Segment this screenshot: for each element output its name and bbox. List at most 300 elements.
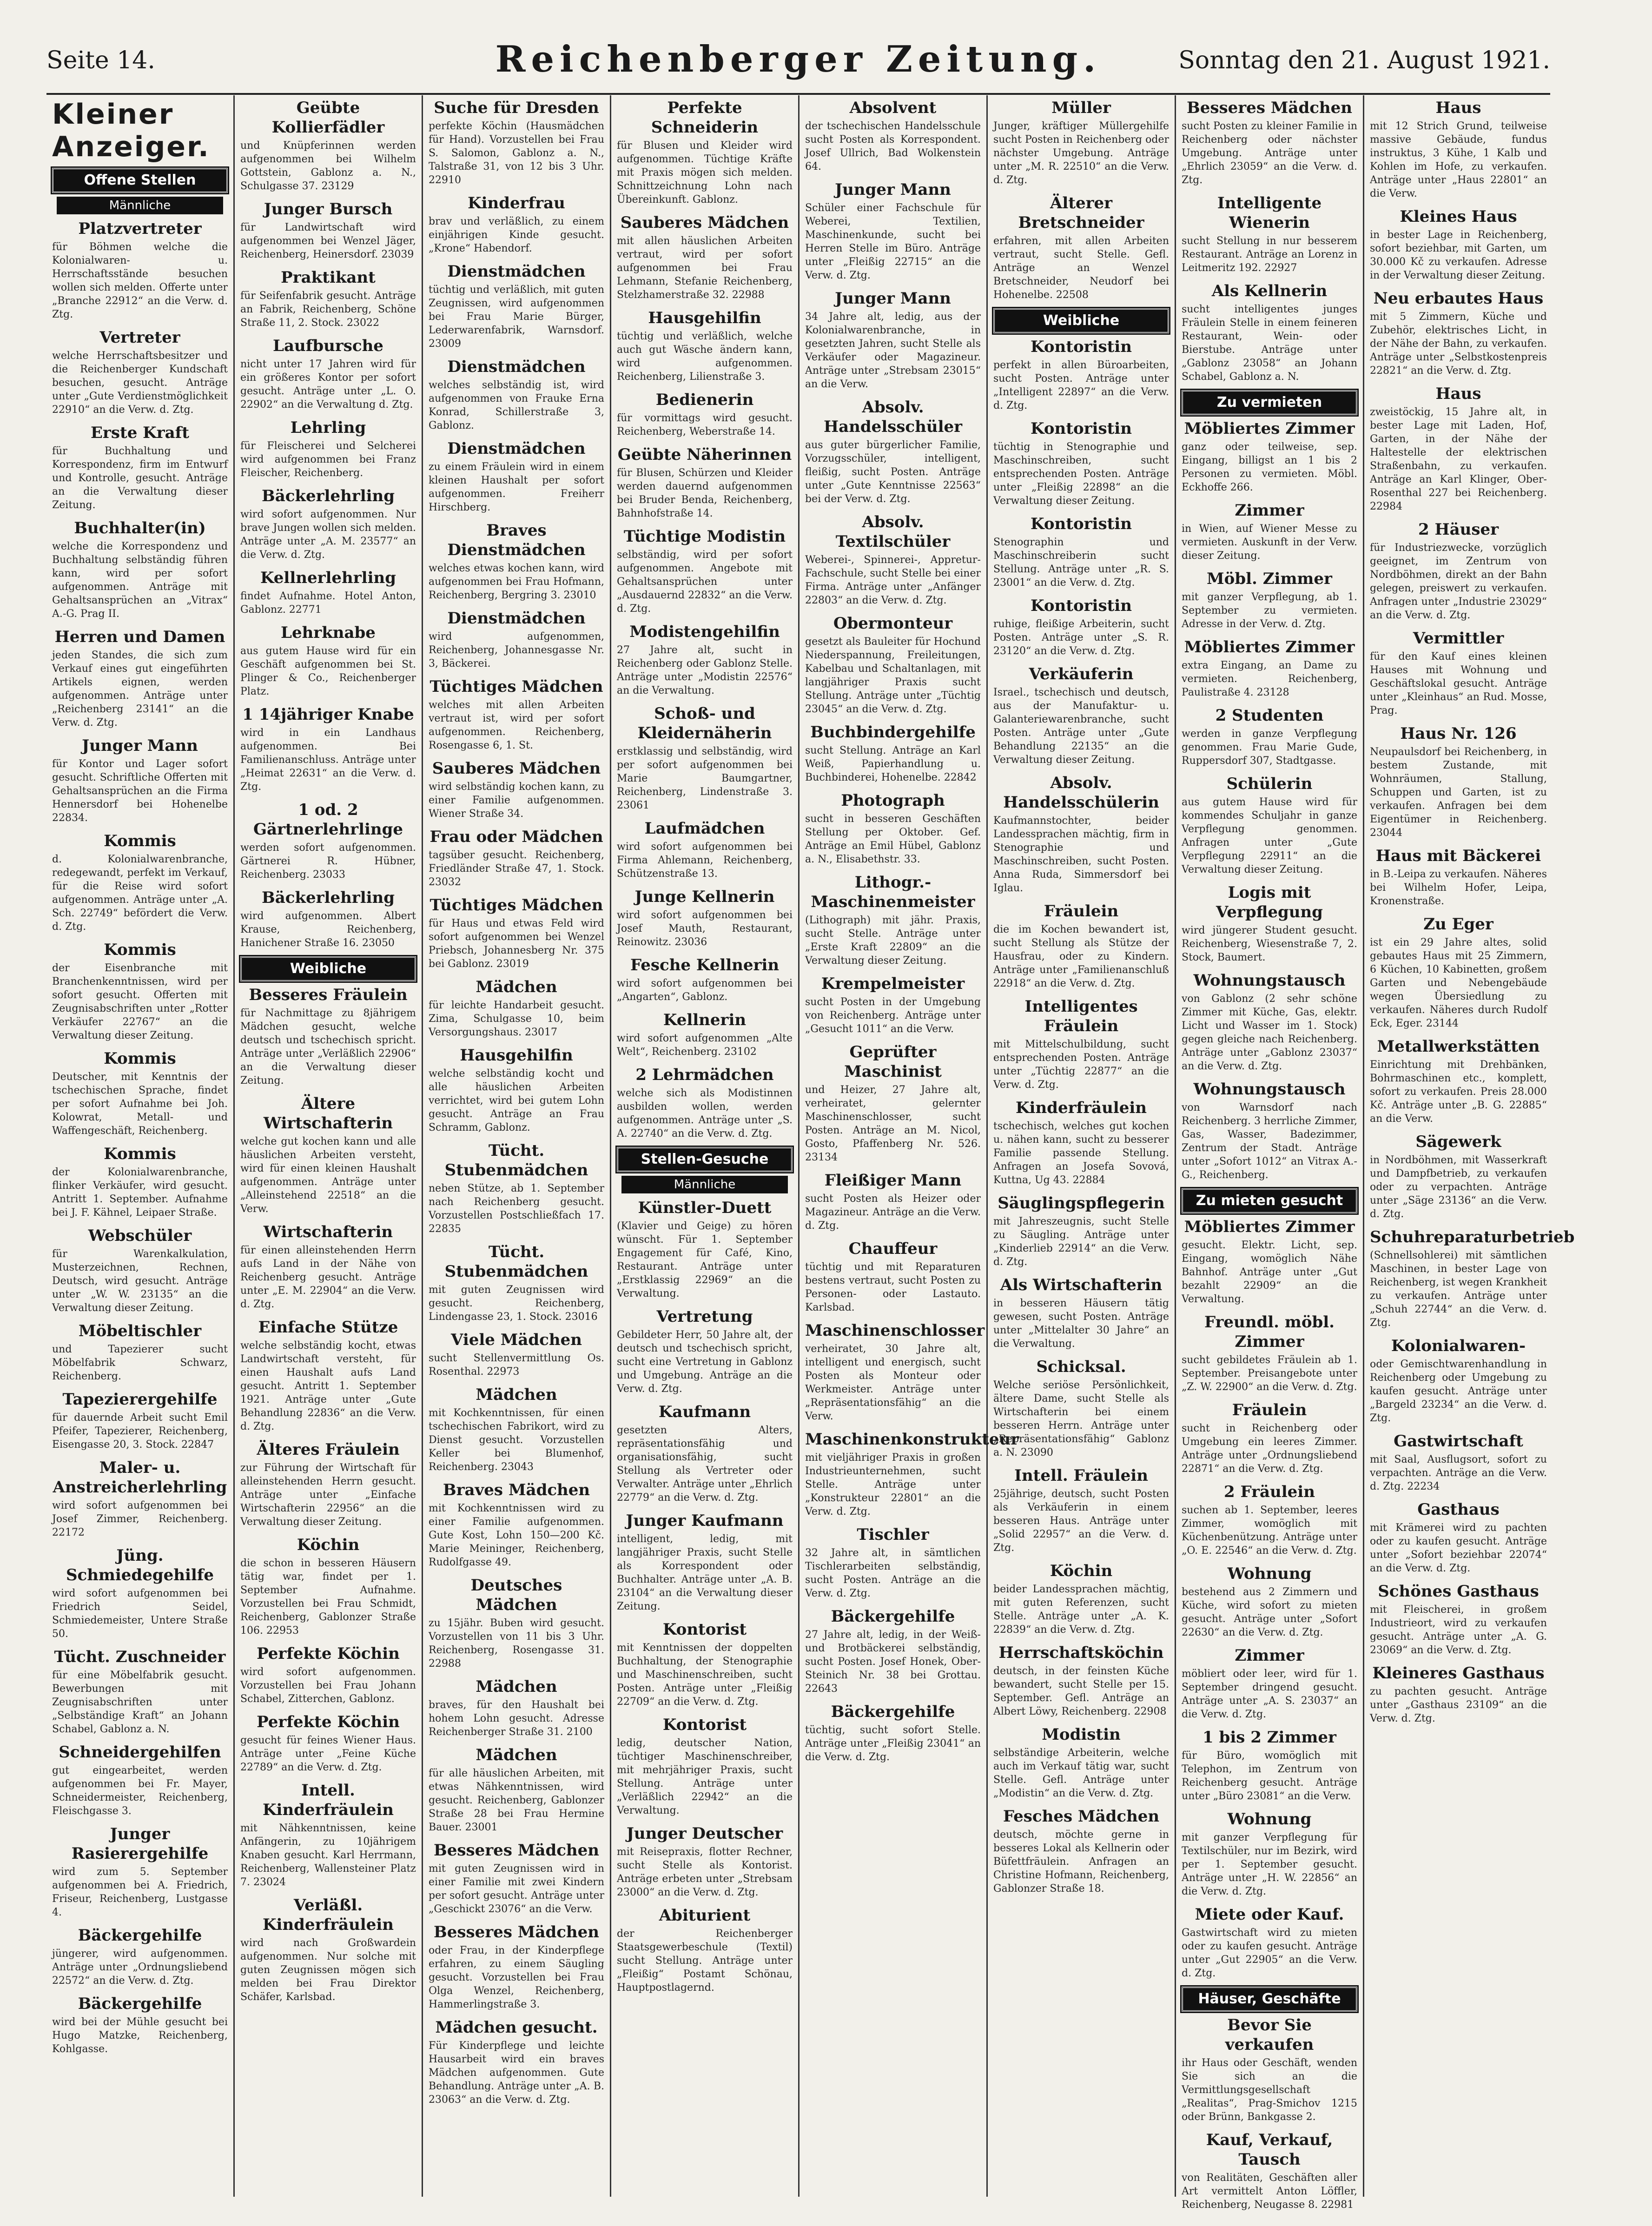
ad-text: suchen ab 1. September, leeres Zimmer, womöglich mit Küchenbenützung. Anträge unter „O. E. 22546“ an die Verw. d. Ztg. — [1182, 1504, 1357, 1557]
classified-ad — [993, 1275, 1169, 1351]
classified-ad — [52, 1049, 228, 1138]
ad-heading: Mädchen — [476, 978, 557, 996]
ad-text: extra Eingang, an Dame zu vermieten. Reichenberg, Paulistraße 4. 23128 — [1182, 660, 1357, 698]
classified-ad — [429, 1141, 604, 1236]
ad-heading: Junge Kellnerin — [634, 888, 775, 906]
section-title: Kleiner Anzeiger. — [52, 98, 210, 163]
ad-text: für Seifenfabrik gesucht. Anträge an Fabrik, Reichenberg, Schöne Straße 11, 2. Stock. 23022 — [240, 290, 416, 329]
ad-heading: Wohnungstausch — [1193, 1080, 1346, 1099]
ad-text: für Böhmen welche die Kolonialwaren- u. Herrschaftsstände besuchen wollen sich melden. Offerte unter „Branche 22912“ an die Verw. d. Ztg. — [52, 241, 228, 320]
classified-ad — [52, 1994, 228, 2056]
ad-heading: Schoß- und Kleidernäherin — [637, 704, 772, 742]
classified-ad — [429, 1841, 604, 1916]
ad-heading: Zimmer — [1235, 1646, 1304, 1665]
classified-ad — [52, 1226, 228, 1315]
ad-heading: Tücht. Zuschneider — [54, 1648, 226, 1666]
ad-text: mit Kochkenntnissen wird zu einer Familie aufgenommen. Gute Kost, Lohn 150—200 Kč. Marie Meininger, Reichenberg, Rudolfgasse 49. — [429, 1503, 604, 1568]
ad-heading: Obermonteur — [833, 614, 953, 633]
ad-text: wird zum 5. September aufgenommen bei A. Friedrich, Friseur, Reichenberg, Lustgasse 4. — [52, 1866, 228, 1918]
ad-text: neben Stütze, ab 1. September nach Reichenberg gesucht. Vorzustellen Postschließfach 17. 22835 — [429, 1183, 604, 1235]
ad-heading: Absolvent — [849, 99, 937, 117]
ad-text: selbständige Arbeiterin, welche auch im Verkauf tätig war, sucht Stelle. Gefl. Anträge unter „Modistin“ an die Verw. d. Ztg. — [993, 1747, 1169, 1799]
ad-text: mit 12 Strich Grund, teilweise massive Gebäude, fundus instruktus, 3 Kühe, 1 Kalb und Kohlen im Hofe, zu verkaufen. Anträge unter „Haus 22801“ an die Verw. — [1370, 120, 1547, 199]
classified-ad — [993, 1643, 1169, 1718]
category-banner: Zu mieten gesucht — [1182, 1188, 1357, 1213]
classified-ad — [617, 308, 793, 384]
ad-heading: Kontoristin — [1031, 596, 1132, 615]
ad-heading: Kontoristin — [1031, 515, 1132, 533]
ad-text: mit Saal, Ausflugsort, sofort zu verpachten. Anträge an die Verw. d. Ztg. 22234 — [1370, 1454, 1547, 1492]
ad-text: aus guter bürgerlicher Familie, Vorzugsschüler, intelligent, fleißig, sucht Posten. Anträge unter „Gute Kenntnisse 22563“ bei der Verw. d. Ztg. — [805, 439, 981, 505]
classified-ad — [52, 831, 228, 934]
ad-text: ist ein 29 Jahre altes, solid gebautes Haus mit 25 Zimmern, 6 Küchen, 10 Kabinetten, großem Garten und Nebengebäude wegen Übersiedlung zu verkaufen. Näheres durch Rudolf Eck, Eger. 23144 — [1370, 937, 1547, 1029]
classified-ad — [52, 940, 228, 1042]
ad-heading: Haus mit Bäckerei — [1375, 847, 1541, 865]
classified-ad — [429, 1576, 604, 1670]
ad-heading: Mädchen — [476, 1385, 557, 1404]
ad-text: für Haus und etwas Feld wird sofort aufgenommen bei Wenzel Priebsch, Johannesberg Nr. 375 bei Gablonz. 23019 — [429, 918, 604, 970]
ad-heading: Abiturient — [659, 1906, 751, 1925]
ad-heading: Müller — [1051, 99, 1111, 117]
classified-ad — [805, 512, 981, 607]
classified-ad — [805, 1321, 985, 1423]
classified-ad — [240, 418, 416, 480]
ad-heading: Maler- u. Anstreicherlehrling — [53, 1458, 227, 1497]
ad-heading: Kommis — [104, 1049, 176, 1068]
classified-ad — [429, 1480, 604, 1569]
ad-text: möbliert oder leer, wird für 1. September dringend gesucht. Anträge unter „A. S. 23037“ an die Verw. d. Ztg. — [1182, 1668, 1357, 1720]
ad-text: zu pachten gesucht. Anträge unter „Gasthaus 23109“ an die Verw. d. Ztg. — [1370, 1686, 1547, 1724]
classified-ad — [429, 98, 604, 187]
ad-text: für eine Möbelfabrik gesucht. Bewerbungen mit Zeugnisabschriften unter „Selbständige Kraft“ an Johann Schabel, Gablonz a. N. — [52, 1670, 228, 1735]
classified-ad — [240, 336, 416, 411]
ad-heading: Buchbindergehilfe — [810, 723, 976, 742]
ad-heading: Möbeltischler — [78, 1322, 202, 1340]
ad-heading: Schuhreparaturbetrieb — [1370, 1228, 1575, 1246]
ad-text: mit guten Zeugnissen wird gesucht. Reichenberg, Lindengasse 23, 1. Stock. 23016 — [429, 1284, 604, 1323]
ad-heading: Vermittler — [1413, 629, 1504, 648]
ad-text: für leichte Handarbeit gesucht. Zima, Schulgasse 10, beim Versorgungshaus. 23017 — [429, 1000, 604, 1038]
classified-ad — [429, 2018, 604, 2107]
ad-text: zur Führung der Wirtschaft für alleinstehenden Herrn gesucht. Anträge unter „Einfache Wirtschafterin 22956“ an die Verwaltung dieser Zeitung. — [240, 1462, 416, 1528]
ad-text: 27 Jahre alt, sucht in Reichenberg oder Gablonz Stelle. Anträge unter „Modistin 22576“ an die Verwaltung. — [617, 644, 793, 696]
ad-text: findet Aufnahme. Hotel Anton, Gablonz. 22771 — [240, 590, 416, 616]
ad-heading: Chauffeur — [848, 1239, 938, 1258]
classified-ad — [240, 1895, 416, 2004]
ad-heading: Mädchen — [476, 1746, 557, 1764]
column-7 — [1176, 95, 1364, 2211]
classified-ad — [240, 199, 416, 261]
classified-ad — [240, 1094, 416, 1216]
ad-heading: Dienstmädchen — [447, 358, 586, 376]
classified-ad — [52, 1647, 228, 1736]
ad-text: aus gutem Hause wird für ein Geschäft aufgenommen bei St. Plinger & Co., Reichenberger Platz. — [240, 645, 416, 697]
classified-ad — [617, 819, 793, 881]
ad-heading: Besseres Mädchen — [433, 1923, 600, 1941]
ad-text: für Buchhaltung und Korrespondenz, firm im Entwurf und Kontrolle, gesucht. Anträge an die Verwaltung dieser Zeitung. — [52, 445, 228, 511]
classified-ad — [52, 1546, 228, 1641]
classified-ad — [1182, 1564, 1357, 1639]
ad-heading: Verkäuferin — [1029, 665, 1134, 683]
ad-text: die im Kochen bewandert ist, sucht Stellung als Stütze der Hausfrau, oder zu Kindern. Anträge unter „Familienanschluß 22918“ an die Verw. d. Ztg. — [993, 924, 1169, 989]
classified-ad — [240, 888, 416, 950]
classified-ad — [52, 1458, 228, 1539]
classified-ad — [240, 623, 416, 698]
classified-ad — [617, 98, 793, 206]
column-1 — [46, 95, 235, 2197]
ad-heading: Sägewerk — [1415, 1133, 1501, 1151]
ad-heading: Herren und Damen — [54, 628, 225, 646]
ad-heading: Dienstmädchen — [447, 609, 586, 628]
ad-text: Deutscher, mit Kenntnis der tschechischen Sprache, findet per sofort Aufnahme bei Joh. Kolowrat, Metall- und Waffengeschäft, Reichenberg. — [52, 1071, 228, 1137]
ad-text: Gastwirtschaft wird zu mieten oder zu kaufen gesucht. Anträge unter „Gut 22905“ an die Verw. d. Ztg. — [1182, 1927, 1357, 1979]
category-banner: Zu vermieten — [1182, 390, 1357, 415]
classified-ad — [52, 736, 228, 825]
ad-heading: Kommis — [104, 1145, 176, 1163]
ad-text: verheiratet, 30 Jahre alt, intelligent und energisch, sucht Posten als Monteur oder Werkmeister. Anträge unter „Repräsentationsfähig“ an die Verw. — [805, 1343, 981, 1422]
ad-text: mit Mittelschulbildung, sucht entsprechenden Posten. Anträge unter „Tüchtig 22877“ an die Verw. d. Ztg. — [993, 1039, 1169, 1091]
classified-ad — [993, 901, 1169, 990]
ad-text: für Blusen, Schürzen und Kleider werden dauernd aufgenommen bei Bruder Benda, Reichenberg, Bahnhofstraße 14. — [617, 467, 793, 519]
ad-heading: 1 bis 2 Zimmer — [1203, 1728, 1336, 1747]
classified-ad — [1370, 289, 1547, 378]
classified-ad — [240, 1440, 416, 1529]
classified-ad — [52, 627, 228, 729]
ad-heading: Perfekte Schneiderin — [651, 99, 759, 137]
ad-text: mit vieljähriger Praxis in großen Industrieunternehmen, sucht Stelle. Anträge unter „Konstrukteur 22801“ an die Verw. d. Ztg. — [805, 1452, 981, 1517]
ad-text: Einrichtung mit Drehbänken, Bohrmaschinen etc., komplett, sofort zu verkaufen. Preis 28.000 Kč. Anträge unter „B. G. 22885“ an die Verw. — [1370, 1059, 1547, 1125]
classified-ad — [993, 773, 1169, 895]
ad-text: Gebildeter Herr, 50 Jahre alt, der deutsch und tschechisch spricht, sucht eine Vertretung in Gablonz und Umgebung. Anträge an die Verw. d. Ztg. — [617, 1329, 793, 1395]
classified-ad — [240, 1222, 416, 1311]
classified-ad — [993, 193, 1169, 302]
classified-ad — [1370, 207, 1547, 282]
ad-heading: Jüng. Schmiedegehilfe — [66, 1546, 214, 1584]
ad-heading: Junger Kaufmann — [626, 1511, 784, 1530]
classified-ad — [617, 1620, 793, 1709]
classified-ad — [240, 1644, 416, 1706]
classified-ad — [429, 262, 604, 351]
classified-ad — [429, 895, 604, 971]
ad-heading: 2 Studenten — [1215, 706, 1324, 725]
ad-text: perfekt in allen Büroarbeiten, sucht Posten. Anträge unter „Intelligent 22897“ an die Verw. d. Ztg. — [993, 359, 1169, 411]
ad-heading: Maschinenschlosser — [805, 1321, 985, 1340]
ad-heading: Metallwerkstätten — [1377, 1037, 1540, 1056]
ad-heading: Einfache Stütze — [258, 1318, 398, 1337]
ad-heading: Geübte Näherinnen — [617, 445, 792, 464]
ad-heading: Kaufmann — [658, 1403, 751, 1421]
ad-text: welches mit allen Arbeiten vertraut ist, wird per sofort aufgenommen. Reichenberg, Rosengasse 6, 1. St. — [429, 699, 604, 751]
classified-ad — [617, 390, 793, 438]
ad-heading: Junger Bursch — [264, 200, 393, 219]
ad-heading: Intell. Kinderfräulein — [263, 1781, 394, 1819]
ad-heading: Tapezierergehilfe — [62, 1390, 218, 1409]
ad-heading: Tücht. Stubenmädchen — [444, 1243, 588, 1281]
classified-ad — [805, 873, 981, 967]
ad-heading: Absolv. Handelsschülerin — [1003, 774, 1159, 812]
ad-heading: 2 Häuser — [1418, 520, 1499, 539]
column-4 — [611, 95, 800, 2197]
ad-heading: Kommis — [104, 941, 176, 959]
ad-text: Stenographin und Maschinschreiberin sucht Stellung. Anträge unter „R. S. 23001“ an die Verw. d. Ztg. — [993, 537, 1169, 589]
ad-heading: Kellnerin — [663, 1011, 747, 1029]
classified-ad — [429, 1242, 604, 1324]
ad-heading: Logis mit Verpflegung — [1216, 883, 1323, 921]
classified-ad — [1182, 1482, 1357, 1557]
ad-text: mit ganzer Verpflegung, ab 1. September zu vermieten. Adresse in der Verw. d. Ztg. — [1182, 591, 1357, 630]
ad-heading: Wohnung — [1227, 1810, 1312, 1828]
classified-ad — [993, 98, 1169, 187]
classified-ad — [805, 614, 981, 716]
ad-text: erstklassig und selbständig, wird per sofort aufgenommen bei Marie Baumgartner, Reichenberg, Lindenstraße 3. 23061 — [617, 746, 793, 811]
classified-ad — [1182, 98, 1357, 187]
classified-ad — [429, 439, 604, 514]
ad-text: (Schnellsohlerei) mit sämtlichen Maschinen, in bester Lage von Reichenberg, ist wegen Krankheit zu verkaufen. Anträge unter „Schuh 22744“ an die Verw. d. Ztg. — [1370, 1250, 1547, 1329]
classified-ad — [1182, 419, 1357, 494]
classified-ad — [1182, 193, 1357, 275]
ad-heading: Suche für Dresden — [434, 99, 599, 117]
ad-text: wird nach Großwardein aufgenommen. Nur solche mit guten Zeugnissen mögen sich melden bei Frau Direktor Schäfer, Karlsbad. — [240, 1937, 416, 2003]
ad-text: für Industriezwecke, vorzüglich geeignet, im Zentrum von Nordböhmen, direkt an der Bahn gelegen, preiswert zu verkaufen. Anfragen unter „Industrie 23029“ an die Verw. d. Ztg. — [1370, 542, 1547, 621]
ad-heading: Kolonialwaren- — [1391, 1337, 1526, 1355]
ad-heading: Tischler — [857, 1525, 929, 1544]
classified-ad — [429, 1046, 604, 1134]
ad-text: sucht Posten zu kleiner Familie in Reichenberg oder nächster Umgebung. Anträge unter „Ehrlich 23059“ an die Verw. d. Ztg. — [1182, 120, 1357, 186]
classified-ad — [1182, 1080, 1357, 1182]
ad-text: wird sofort aufgenommen bei Josef Mauth, Restaurant, Reinowitz. 23036 — [617, 909, 793, 948]
ad-text: die schon in besseren Häusern tätig war, findet per 1. September Aufnahme. Vorzustellen bei Frau Schmidt, Reichenberg, Gablonzer Straße 106. 22953 — [240, 1557, 416, 1636]
classified-ad — [617, 622, 793, 697]
classified-ad — [1370, 1037, 1547, 1126]
classified-ad — [617, 887, 793, 949]
ad-text: intelligent, ledig, mit langjähriger Praxis, sucht Stelle als Korrespondent oder Buchhalter. Anträge unter „A. B. 23104“ an die Verwaltung dieser Zeitung. — [617, 1533, 793, 1612]
ad-text: nicht unter 17 Jahren wird für ein größeres Kontor per sofort gesucht. Anträge unter „L. O. 22902“ an die Verwaltung d. Ztg. — [240, 358, 416, 411]
ad-heading: Fesche Kellnerin — [630, 956, 780, 974]
classified-ad — [240, 568, 416, 616]
classified-ad — [429, 827, 604, 889]
classified-ad — [617, 1824, 793, 1899]
ad-heading: Maschinenkonstrukteur — [805, 1430, 1019, 1449]
classified-ad — [805, 1171, 981, 1232]
ad-text: wird selbständig kochen kann, zu einer Familie aufgenommen. Wiener Straße 34. — [429, 781, 604, 820]
column-5 — [800, 95, 1019, 2197]
ad-text: für dauernde Arbeit sucht Emil Pfeifer, Tapezierer, Reichenberg, Eisengasse 20, 3. Stock. 22847 — [52, 1412, 228, 1451]
ad-heading: Tüchtiges Mädchen — [430, 896, 603, 914]
classified-ad — [617, 1715, 793, 1817]
ad-text: tüchtig in Stenographie und Maschinschreiben, sucht entsprechenden Posten. Anträge unter „Fleißig 22898“ an die Verwaltung dieser Zeitung. — [993, 441, 1169, 507]
ad-heading: Ältere Wirtschafterin — [263, 1094, 393, 1133]
ad-text: sucht gebildetes Fräulein ab 1. September. Preisangebote unter „Z. W. 22900“ an die Verw. d. Ztg. — [1182, 1354, 1357, 1393]
ad-text: und Knüpferinnen werden aufgenommen bei Wilhelm Gottstein, Gablonz a. N., Schulgasse 37. 23129 — [240, 140, 416, 192]
classified-ad — [805, 289, 981, 391]
classified-ad — [805, 1702, 981, 1764]
ad-text: gesucht. Elektr. Licht, sep. Eingang, womöglich Nähe Bahnhof. Anträge unter „Gut bezahlt 22909“ an die Verwaltung. — [1182, 1239, 1357, 1305]
ad-heading: Lehrknabe — [281, 623, 376, 642]
classified-ad — [1370, 1663, 1547, 1725]
classified-ad — [1370, 384, 1547, 513]
ad-text: jüngerer, wird aufgenommen. Anträge unter „Ordnungsliebend 22572“ an die Verw. d. Ztg. — [52, 1948, 228, 1987]
classified-ad — [805, 722, 981, 784]
ad-heading: Fräulein — [1044, 902, 1119, 921]
ad-text: tüchtig, sucht sofort Stelle. Anträge unter „Fleißig 23041“ an die Verw. d. Ztg. — [805, 1724, 981, 1763]
ad-text: wird in ein Landhaus aufgenommen. Bei Familienanschluss. Anträge unter „Heimat 22631“ an die Verw. d. Ztg. — [240, 727, 416, 793]
ad-text: in besseren Häusern tätig gewesen, sucht Posten. Anträge unter „Mittelalter 30 Jahre“ an die Verwaltung. — [993, 1298, 1169, 1350]
category-banner: Weibliche — [240, 956, 416, 981]
ad-heading: Braves Mädchen — [443, 1481, 590, 1499]
classified-ad — [805, 1607, 981, 1696]
ad-text: wird sofort aufgenommen bei Josef Zimmer, Reichenberg. 22172 — [52, 1500, 228, 1538]
ad-heading: Haus Nr. 126 — [1400, 724, 1517, 743]
classified-ad — [1182, 1312, 1357, 1394]
ad-heading: Modistin — [1042, 1725, 1121, 1744]
classified-ad — [1182, 774, 1357, 876]
classified-ad — [993, 514, 1169, 590]
ad-heading: Laufmädchen — [644, 819, 765, 838]
ad-heading: Kellnerlehrling — [260, 569, 396, 587]
ad-heading: Praktikant — [281, 268, 376, 287]
ad-heading: Laufbursche — [273, 337, 383, 355]
classified-ad — [617, 1198, 793, 1300]
ad-heading: Besseres Mädchen — [433, 1841, 600, 1860]
ad-heading: Wohnung — [1227, 1564, 1312, 1583]
subcategory-banner: Männliche — [57, 197, 223, 214]
classified-ad — [993, 1466, 1169, 1555]
classified-ad — [1370, 1132, 1547, 1221]
ad-heading: Kinderfrau — [468, 194, 565, 212]
ad-text: mit Kochkenntnissen, für einen tschechischen Fabrikort, wird zu Dienst gesucht. Vorzustellen Keller bei Blumenhof, Reichenberg. 23043 — [429, 1407, 604, 1473]
category-banner: Häuser, Geschäfte — [1182, 1987, 1357, 2012]
ad-heading: Bedienerin — [655, 391, 754, 409]
classified-ad — [805, 98, 981, 173]
ad-text: Kaufmannstochter, beider Landessprachen mächtig, firm in Stenographie und Maschinschreiben, sucht Posten. Anna Ruda, Simmersdorf bei Iglau. — [993, 815, 1169, 894]
classified-ad — [1182, 1809, 1357, 1898]
ad-heading: Absolv. Handelsschüler — [823, 398, 963, 436]
ad-heading: Braves Dienstmädchen — [447, 521, 586, 559]
classified-ad — [805, 1525, 981, 1600]
ad-text: bestehend aus 2 Zimmern und Küche, wird sofort zu mieten gesucht. Anträge unter „Sofort 22630“ an die Verw. d. Ztg. — [1182, 1586, 1357, 1638]
ad-heading: Bäckergehilfe — [78, 1926, 202, 1945]
ad-heading: Geübte Kollierfädler — [271, 99, 385, 137]
classified-ad — [52, 1824, 228, 1919]
ad-text: welches etwas kochen kann, wird aufgenommen bei Frau Hofmann, Reichenberg, Bergring 3. 23010 — [429, 563, 604, 601]
classified-ad — [52, 219, 228, 321]
classified-ad — [52, 1390, 228, 1451]
ad-text: braves, für den Haushalt bei hohem Lohn gesucht. Adresse Reichenberger Straße 31. 2100 — [429, 1699, 604, 1738]
page-number: Seite 14. — [46, 46, 155, 74]
ad-heading: Schneidergehilfen — [59, 1743, 221, 1762]
classified-ad — [1370, 1582, 1547, 1657]
classified-ad — [993, 1807, 1169, 1895]
ad-text: der tschechischen Handelsschule sucht Posten als Korrespondent. Josef Ullrich, Bad Wolkenstein 64. — [805, 120, 981, 172]
classified-ad — [240, 98, 416, 193]
ad-text: 27 Jahre alt, ledig, in der Weiß- und Brotbäckerei selbständig, sucht Posten. Josef Honek, Ober-Steinich Nr. 38 bei Grottau. 22643 — [805, 1629, 981, 1695]
ad-text: welche die Korrespondenz und Buchhaltung selbständig führen kann, wird per sofort aufgenommen. Anträge mit Gehaltsansprüchen an „Vitrax“ A.-G. Prag II. — [52, 541, 228, 620]
ad-heading: Möbl. Zimmer — [1207, 570, 1332, 588]
column-8 — [1364, 95, 1575, 2197]
ad-text: wird bei der Mühle gesucht bei Hugo Matzke, Reichenberg, Kohlgasse. — [52, 2016, 228, 2055]
classified-ad — [617, 1010, 793, 1059]
ad-heading: Haus — [1435, 384, 1481, 403]
ad-text: jeden Standes, die sich zum Verkauf eines gut eingeführten Artikels eignen, werden aufgenommen. Anträge unter „Reichenberg 23141“ an die Verw. d. Ztg. — [52, 649, 228, 729]
classified-ad — [993, 419, 1169, 508]
ad-heading: Intelligente Wienerin — [1217, 194, 1322, 232]
classified-ad — [1182, 706, 1357, 768]
ad-text: zweistöckig, 15 Jahre alt, in bester Lage mit Laden, Hof, Garten, in der Nähe der Haltestelle der elektrischen Straßenbahn, zu verkaufen. Anträge an Karl Klinger, Ober-Rosenthal 227 bei Reichenberg. 22984 — [1370, 406, 1547, 512]
classified-ad — [1182, 883, 1357, 964]
ad-heading: Kontoristin — [1031, 338, 1132, 356]
category-banner: Weibliche — [993, 308, 1169, 333]
ad-heading: 1 14jähriger Knabe — [242, 705, 414, 724]
ad-heading: Bäckergehilfe — [831, 1703, 955, 1721]
classified-ad — [429, 759, 604, 821]
ad-text: ruhige, fleißige Arbeiterin, sucht Posten. Anträge unter „S. R. 23120“ an die Verw. d. Ztg. — [993, 618, 1169, 657]
ad-heading: Wohnungstausch — [1193, 971, 1346, 990]
column-2 — [235, 95, 423, 2197]
classified-ad — [429, 1922, 604, 2011]
classified-ad — [52, 518, 228, 621]
ad-text: d. Kolonialwarenbranche, redegewandt, perfekt im Verkauf, für die Reise wird sofort aufgenommen. Anträge unter „A. Sch. 22749“ befördert die Verw. d. Ztg. — [52, 854, 228, 933]
classified-ad — [993, 1561, 1169, 1636]
ad-text: oder Frau, in der Kinderpflege erfahren, zu einem Säugling gesucht. Vorzustellen bei Frau Olga Wenzel, Reichenberg, Hammerlingstraße 3. — [429, 1945, 604, 2010]
ad-text: welche sich als Modistinnen ausbilden wollen, werden aufgenommen. Anträge unter „S. A. 22740“ an die Verw. d. Ztg. — [617, 1087, 793, 1140]
ad-text: gesetzten Alters, repräsentationsfähig und organisationsfähig, sucht Stellung als Vertreter oder Verwalter. Anträge unter „Ehrlich 22779“ an die Verw. d. Ztg. — [617, 1424, 793, 1504]
ad-heading: Als Wirtschafterin — [1000, 1276, 1163, 1294]
ad-text: sucht Posten in der Umgebung von Reichenberg. Anträge unter „Gesucht 1011“ an die Verw. — [805, 996, 981, 1035]
classified-ad — [429, 1677, 604, 1739]
ad-text: tüchtig und verläßlich, welche auch gut Wäsche ändern kann, wird aufgenommen. Reichenberg, Lilienstraße 3. — [617, 331, 793, 383]
ad-text: wird sofort aufgenommen bei Firma Ahlemann, Reichenberg, Schützenstraße 13. — [617, 841, 793, 880]
ad-text: aus gutem Hause wird für kommendes Schuljahr in ganze Verpflegung genommen. Anfragen unter „Gute Verpflegung 22911“ an die Verwaltung dieser Zeitung. — [1182, 796, 1357, 875]
classified-ad — [993, 596, 1169, 658]
ad-heading: Schülerin — [1226, 775, 1313, 793]
classified-ad — [240, 705, 416, 794]
ad-heading: Kleines Haus — [1400, 207, 1517, 226]
ad-heading: Frau oder Mädchen — [430, 828, 603, 846]
page-header — [46, 33, 1550, 95]
ad-text: zu einem Fräulein wird in einem kleinen Haushalt per sofort aufgenommen. Freiherr Hirschberg. — [429, 461, 604, 513]
ad-heading: Intelligentes Fräulein — [1024, 997, 1138, 1035]
ad-heading: Zimmer — [1235, 501, 1304, 520]
ad-heading: Hausgehilfin — [460, 1046, 573, 1065]
ad-heading: Perfekte Köchin — [257, 1713, 400, 1731]
classified-ad — [52, 1144, 228, 1219]
classified-ad — [240, 1318, 416, 1433]
ad-text: Welche seriöse Persönlichkeit, ältere Dame, sucht Stelle als Wirtschafterin bei einem besseren Herrn. Anträge unter „Repräsentationsfähig“ Gablonz a. N. 23090 — [993, 1379, 1169, 1458]
issue-date: Sonntag den 21. August 1921. — [1178, 46, 1550, 74]
ad-text: wird sofort aufgenommen. Nur brave Jungen wollen sich melden. Anträge unter „A. M. 23577“ an die Verw. d. Ztg. — [240, 509, 416, 561]
classified-ad — [1182, 2130, 1357, 2212]
ad-heading: Möbliertes Zimmer — [1184, 419, 1355, 438]
ad-heading: Fesches Mädchen — [1003, 1807, 1160, 1826]
ad-heading: Webschüler — [88, 1226, 192, 1245]
ad-text: brav und verläßlich, zu einem einjährigen Kinde gesucht. „Krone“ Habendorf. — [429, 216, 604, 254]
classified-ad — [993, 337, 1169, 412]
ad-heading: Deutsches Mädchen — [470, 1576, 562, 1614]
classified-ad — [52, 1742, 228, 1818]
classified-ad — [1370, 914, 1547, 1030]
ad-heading: Besseres Mädchen — [1186, 99, 1353, 117]
classified-ad — [1182, 971, 1357, 1073]
ad-heading: Gastwirtschaft — [1394, 1432, 1523, 1451]
ad-text: mit Krämerei wird zu pachten oder zu kaufen gesucht. Anträge unter „Sofort beziehbar 22074“ an die Verw. d. Ztg. — [1370, 1522, 1547, 1574]
ad-text: ganz oder teilweise, sep. Eingang, billigst an 1 bis 2 Personen zu vermieten. Möbl. Eckhoffe 266. — [1182, 441, 1357, 493]
ad-heading: 2 Lehrmädchen — [635, 1066, 774, 1084]
ad-text: für vormittags wird gesucht. Reichenberg, Weberstraße 14. — [617, 412, 793, 437]
column-3 — [423, 95, 611, 2197]
category-banner: Offene Stellen — [52, 168, 228, 193]
ad-text: perfekte Köchin (Hausmädchen für Hand). Vorzustellen bei Frau S. Salomon, Gablonz a. N., Talstraße 31, von 12 bis 3 Uhr. 22910 — [429, 120, 604, 186]
ad-text: für Warenkalkulation, Musterzeichnen, Rechnen, Deutsch, wird gesucht. Anträge unter „W. W. 23135“ an die Verwaltung dieser Zeitung. — [52, 1248, 228, 1314]
